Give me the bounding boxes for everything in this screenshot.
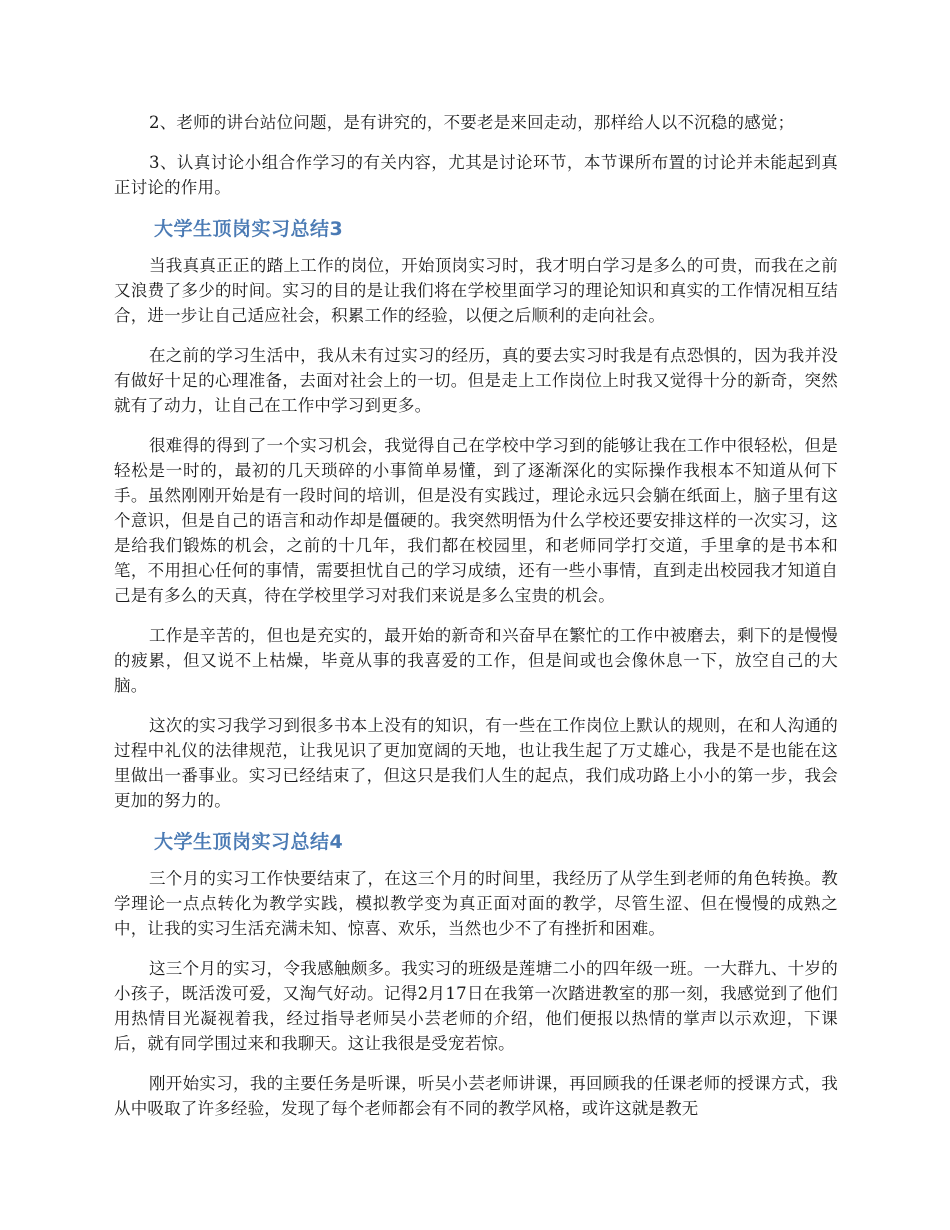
section-heading: 大学生顶岗实习总结4 <box>154 831 344 853</box>
paragraph: 三个月的实习工作快要结束了，在这三个月的时间里，我经历了从学生到老师的角色转换。教学理论一点点转化为教学实践，模拟教学变为真正面对面的教学，尽管生涩、但在慢慢的成熟之中，让我的实习生活充满未知、惊喜、欢乐，当然也少不了有挫折和困难。 <box>114 869 838 938</box>
paragraph: 2、老师的讲台站位问题，是有讲究的，不要老是来回走动，那样给人以不沉稳的感觉； <box>149 113 795 132</box>
paragraph: 这次的实习我学习到很多书本上没有的知识，有一些在工作岗位上默认的规则，在和人沟通的过程中礼仪的法律规范，让我见识了更加宽阔的天地，也让我生起了万丈雄心，我是不是也能在这里做出一番事业。实习已经结束了，但这只是我们人生的起点，我们成功路上小小的第一步，我会更加的努力的。 <box>114 716 838 810</box>
paragraph: 刚开始实习，我的主要任务是听课，听吴小芸老师讲课，再回顾我的任课老师的授课方式，我从中吸取了许多经验，发现了每个老师都会有不同的教学风格，或许这就是教无 <box>114 1074 838 1118</box>
paragraph: 3、认真讨论小组合作学习的有关内容，尤其是讨论环节，本节课所布置的讨论并未能起到真正讨论的作用。 <box>114 153 838 197</box>
paragraph: 在之前的学习生活中，我从未有过实习的经历，真的要去实习时我是有点恐惧的，因为我并没有做好十足的心理准备，去面对社会上的一切。但是走上工作岗位上时我又觉得十分的新奇，突然就有了动力，让自己在工作中学习到更多。 <box>114 346 838 415</box>
paragraph: 当我真真正正的踏上工作的岗位，开始顶岗实习时，我才明白学习是多么的可贵，而我在之前又浪费了多少的时间。实习的目的是让我们将在学校里面学习的理论知识和真实的工作情况相互结合，进一步让自己适应社会，积累工作的经验，以便之后顺利的走向社会。 <box>114 256 838 325</box>
paragraph: 这三个月的实习，令我感触颇多。我实习的班级是莲塘二小的四年级一班。一大群九、十岁的小孩子，既活泼可爱，又淘气好动。记得2月17日在我第一次踏进教室的那一刻，我感觉到了他们用热情目光凝视着我，经过指导老师吴小芸老师的介绍，他们便报以热情的掌声以示欢迎，下课后，就有同学围过来和我聊天。这让我很是受宠若惊。 <box>114 959 838 1053</box>
document-body <box>114 110 838 1136</box>
paragraph: 很难得的得到了一个实习机会，我觉得自己在学校中学习到的能够让我在工作中很轻松，但是轻松是一时的，最初的几天琐碎的小事简单易懂，到了逐渐深化的实际操作我根本不知道从何下手。虽然刚刚开始是有一段时间的培训，但是没有实践过，理论永远只会躺在纸面上，脑子里有这个意识，但是自己的语言和动作却是僵硬的。我突然明悟为什么学校还要安排这样的一次实习，这是给我们锻炼的机会，之前的十几年，我们都在校园里，和老师同学打交道，手里拿的是书本和笔，不用担心任何的事情，需要担忧自己的学习成绩，还有一些小事情，直到走出校园我才知道自己是有多么的天真，待在学校里学习对我们来说是多么宝贵的机会。 <box>114 436 838 605</box>
paragraph: 工作是辛苦的，但也是充实的，最开始的新奇和兴奋早在繁忙的工作中被磨去，剩下的是慢慢的疲累，但又说不上枯燥，毕竟从事的我喜爱的工作，但是间或也会像休息一下，放空自己的大脑。 <box>114 626 838 695</box>
section-heading: 大学生顶岗实习总结3 <box>154 218 344 240</box>
